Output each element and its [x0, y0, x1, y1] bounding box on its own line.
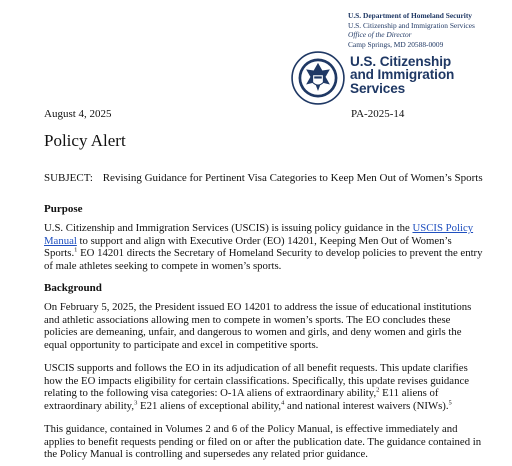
document-date: August 4, 2025	[44, 108, 112, 120]
footnote-ref[interactable]: 5	[448, 399, 452, 407]
background-paragraph	[44, 362, 484, 412]
purpose-paragraph	[44, 222, 484, 272]
subject-text: Revising Guidance for Pertinent Visa Categories to Keep Men Out of Women’s Sports	[102, 172, 483, 184]
page-title: Policy Alert	[44, 131, 126, 150]
purpose-text: EO 14201 directs the Secretary of Homeland Security to develop policies to prevent the entry of male athletes seeking to compete in women’s sports.	[44, 247, 483, 272]
letterhead-address	[348, 11, 475, 49]
purpose-heading: Purpose	[44, 203, 83, 215]
agency-name-line: and Immigration	[350, 67, 455, 83]
document-number: PA-2025-14	[351, 108, 405, 120]
office-name: Office of the Director	[348, 30, 412, 40]
background-heading: Background	[44, 282, 102, 294]
background-paragraph: On February 5, 2025, the President issued EO 14201 to address the issue of educational institutions and athletic associations allowing men to compete in women’s sports. The EO concludes these policies are demeaning, unfair, and dangerous to women and girls, and deny women and girls the equal opportunity to participate and excel in competitive sports.	[44, 301, 472, 351]
paragraph-text: USCIS supports and follows the EO in its adjudication of all benefit requests. This update clarifies how the EO impacts eligibility for certain classifications. Specifically, this update revises guidance relating to the following visa categories: O-1A aliens of extraordinary ability,	[44, 362, 469, 400]
footnote-ref[interactable]: 4	[281, 399, 285, 407]
agency-name-line: U.S. Citizenship	[350, 54, 452, 69]
subject-label: SUBJECT:	[44, 172, 93, 184]
subject-line	[44, 172, 483, 184]
footnote-ref[interactable]: 2	[376, 386, 380, 394]
paragraph-text: and national interest waivers (NIWs).	[284, 399, 449, 412]
agency-name	[350, 55, 454, 95]
dhs-seal-icon	[291, 51, 345, 105]
agency-name-line: Services	[350, 80, 406, 96]
purpose-text: U.S. Citizenship and Immigration Services (USCIS) is issuing policy guidance in the	[44, 222, 413, 234]
footnote-ref[interactable]: 3	[134, 399, 138, 407]
purpose-text: to support and align with Executive Order (EO) 14201, Keeping Men Out of Women’s Sports.	[44, 234, 452, 260]
paragraph-text: E11 aliens of extraordinary ability,	[44, 387, 439, 412]
footnote-ref[interactable]: 1	[74, 246, 78, 254]
department-name: U.S. Department of Homeland Security	[348, 11, 472, 20]
address: Camp Springs, MD 20588-0009	[348, 39, 444, 49]
policy-manual-link[interactable]: USCIS Policy Manual	[44, 222, 474, 247]
background-paragraph: This guidance, contained in Volumes 2 and 6 of the Policy Manual, is effective immediately and applies to benefit requests pending or filed on or after the publication date. The guidance contained in the Policy Manual is controlling and supersedes any related prior guidance.	[44, 423, 482, 461]
paragraph-text: E21 aliens of exceptional ability,	[137, 399, 282, 412]
agency-line: U.S. Citizenship and Immigration Services	[348, 20, 475, 30]
